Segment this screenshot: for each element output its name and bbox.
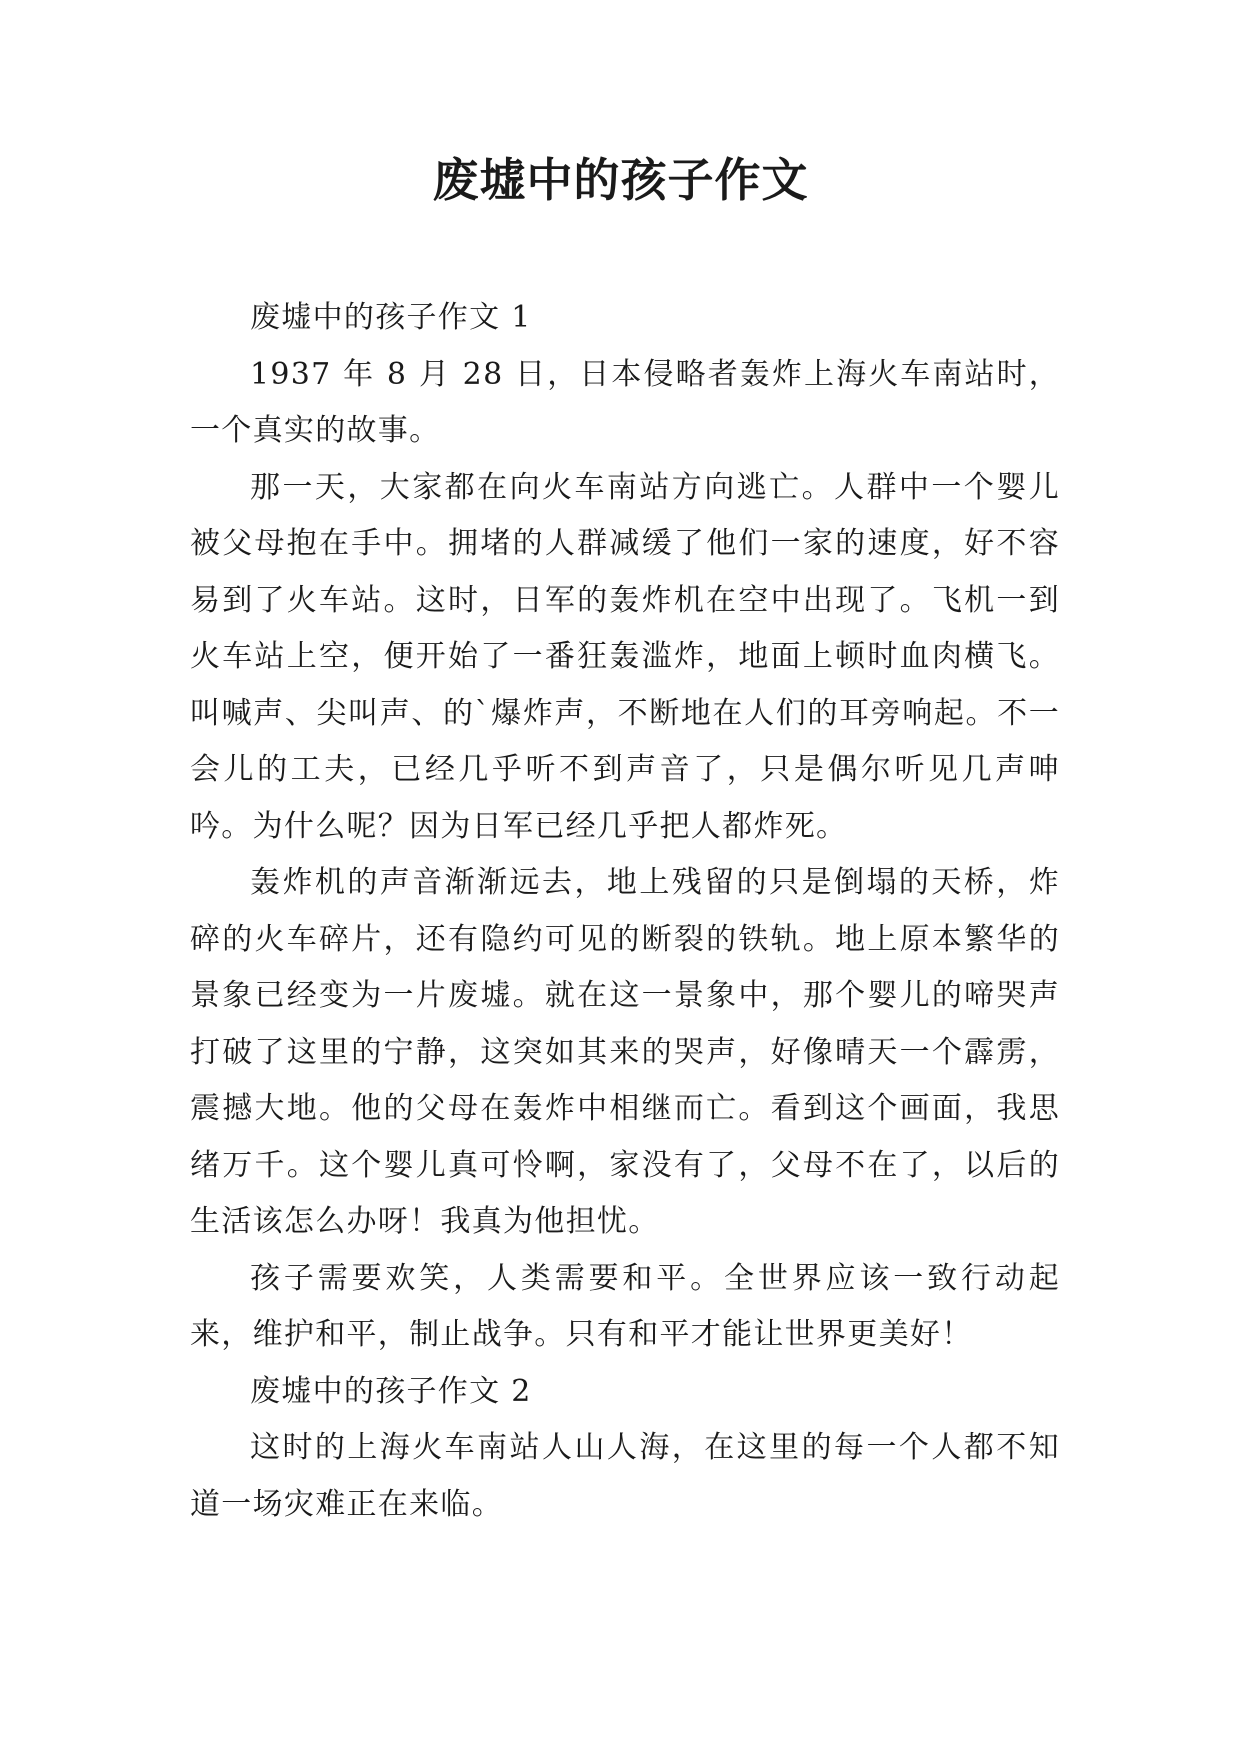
paragraph-bombing: 那一天，大家都在向火车南站方向逃亡。人群中一个婴儿被父母抱在手中。拥堵的人群减缓了他们一家的速度，好不容易到了火车站。这时，日军的轰炸机在空中出现了。飞机一到火车站上空，便开始了一番狂轰滥炸，地面上顿时血肉横飞。叫喊声、尖叫声、的`爆炸声，不断地在人们的耳旁响起。不一会儿的工夫，已经几乎听不到声音了，只是偶尔听见几声呻吟。为什么呢？因为日军已经几乎把人都炸死。 — [190, 469, 1060, 844]
document-title: 废墟中的孩子作文 — [432, 153, 809, 207]
paragraph-peace: 孩子需要欢笑，人类需要和平。全世界应该一致行动起来，维护和平，制止战争。只有和平才能让世界更美好！ — [190, 1260, 1060, 1352]
paragraph-essay-2-heading: 废墟中的孩子作文 2 — [250, 1373, 532, 1409]
paragraph-ruins: 轰炸机的声音渐渐远去，地上残留的只是倒塌的天桥，炸碎的火车碎片，还有隐约可见的断裂的铁轨。地上原本繁华的景象已经变为一片废墟。就在这一景象中，那个婴儿的啼哭声打破了这里的宁静，这突如其来的哭声，好像晴天一个霹雳，震撼大地。他的父母在轰炸中相继而亡。看到这个画面，我思绪万千。这个婴儿真可怜啊，家没有了，父母不在了，以后的生活该怎么办呀！我真为他担忧。 — [190, 865, 1060, 1239]
paragraph-station-crowd: 这时的上海火车南站人山人海，在这里的每一个人都不知道一场灾难正在来临。 — [190, 1430, 1060, 1522]
paragraph-essay-1-heading: 废墟中的孩子作文 1 — [250, 300, 532, 335]
paragraph-date-intro: 1937 年 8 月 28 日，日本侵略者轰炸上海火车南站时，一个真实的故事。 — [190, 356, 1060, 448]
document-body — [190, 290, 1060, 1533]
